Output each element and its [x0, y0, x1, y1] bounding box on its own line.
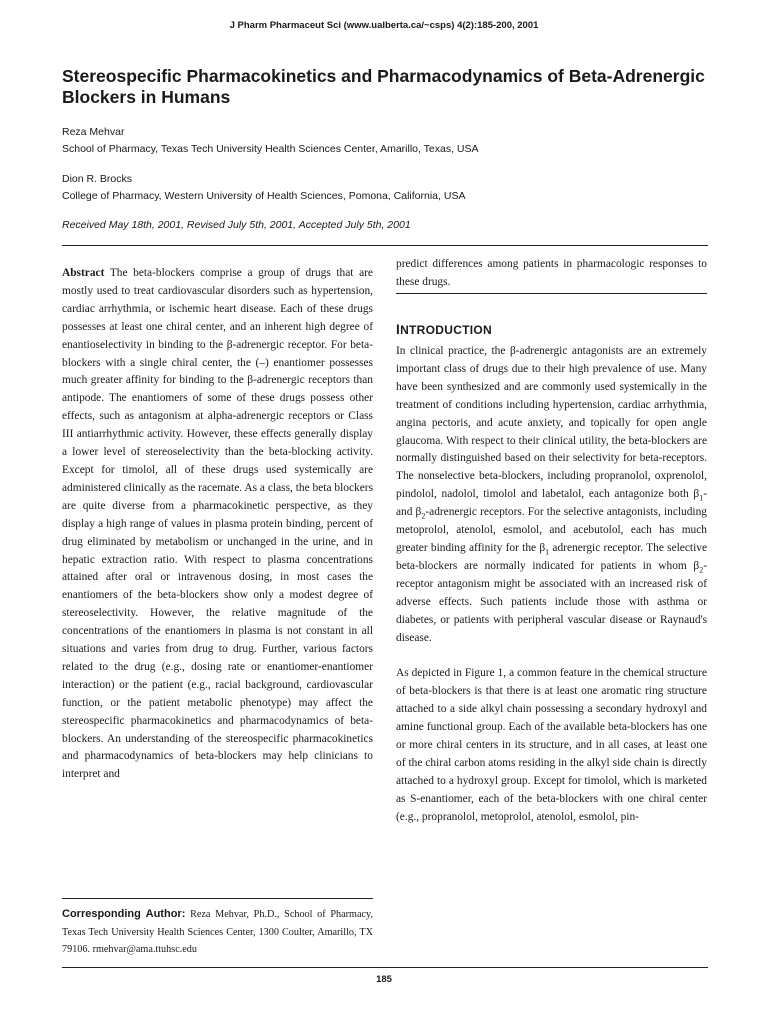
author-affiliation: School of Pharmacy, Texas Tech University Health Sciences Center, Amarillo, Texas, USA — [62, 143, 479, 155]
footnote-divider — [62, 898, 373, 899]
heading-rest: NTRODUCTION — [400, 323, 493, 337]
intro-paragraph-2: As depicted in Figure 1, a common feature in the chemical structure of beta-blockers is that there is at least one aromatic ring structure attached to a side alkyl chain possessing a secondary hydroxyl and amine functional group. Each of the available beta-blockers has one or more chiral centers in its structure, and in all cases, at least one of the chiral carbon atoms residing in the alkyl side chain is directly attached to a hydroxyl group. Except for timolol, which is marketed as S-enantiomer, each of the beta-blockers with one chiral center (e.g., propranolol, metoprolol, atenolol, esmolol, pin- — [396, 667, 707, 823]
intro-paragraph-1: In clinical practice, the β-adrenergic antagonists are an extremely important class of drugs due to their high prevalence of use. Many have been synthesized and are commonly used systemically in the treatment of conditions including hypertension, cardiac arrhythmia, angina pectoris, and acute anxiety, and topically for open angle glaucoma. With respect to their clinical utility, the beta-blockers are normally distinguished based on their selectivity for beta-receptors. The nonselective beta-blockers, including propranolol, oxprenolol, pindolol, nadolol, timolol and labetalol, each antagonize both $\beta_1-$ and $\beta_2$-adrenergic receptors. For the selective antagonists, including metoprolol, atenolol, esmolol, and acebutolol, each has much greater binding affinity for the $\beta_1$ adrenergic receptor. The selective beta-blockers are normally indicated for patients in whom $\beta_2$-receptor antagonism might be associated with an increased risk of adverse effects. Such patients include those with asthma or diabetes, or patients with peripheral vascular disease or Raynaud's disease. — [396, 345, 707, 644]
abstract — [62, 265, 373, 784]
footer-divider — [62, 967, 708, 968]
abstract-continuation — [396, 256, 707, 292]
heading-initial: I — [396, 322, 401, 337]
corresponding-author — [62, 906, 373, 959]
journal-header: J Pharm Pharmaceut Sci (www.ualberta.ca/~csps) 4(2):185-200, 2001 — [229, 20, 539, 31]
corresponding-text: Reza Mehvar, Ph.D., School of Pharmacy, Texas Tech University Health Sciences Center, 1300 Coulter, Amarillo, TX 79106. rmehvar@ama.ttuhsc.edu — [62, 909, 373, 955]
introduction-body — [396, 343, 707, 826]
header-divider — [62, 245, 708, 246]
abstract-continuation-text: predict differences among patients in pharmacologic responses to these drugs. — [396, 258, 707, 288]
author-name: Dion R. Brocks — [62, 173, 133, 185]
corresponding-label: Corresponding Author: — [62, 908, 186, 920]
abstract-label: Abstract — [62, 267, 105, 279]
abstract-end-divider — [396, 293, 707, 294]
abstract-text: The beta-blockers comprise a group of drugs that are mostly used to treat cardiovascular disorders such as hypertension, cardiac arrhythmia, or ischemic heart disease. Each of these drugs possesses at least one chiral center, and an inherent high degree of enantioselectivity in binding to the β-adrenergic receptor. For beta-blockers with a single chiral center, the (–) enantiomer possesses much greater affinity for binding to the β-adrenergic receptors than antipode. The enantiomers of some of these drugs possess other effects, such as antagonism at alpha-adrenergic receptors or Class III antiarrhythmic activity. However, these effects generally display a lower level of stereoselectivity than the beta-blocking activity. Except for timolol, all of these drugs used systemically are administered clinically as the racemate. As a class, the beta blockers are quite diverse from a pharmacokinetic perspective, as they display a high range of values in plasma protein binding, percent of drug eliminated by metabolism or unchanged in the urine, and in hepatic extraction ratio. With respect to plasma concentrations attained after oral or intravenous dosing, in most cases the enantiomers of the beta-blockers show only a modest degree of stereoselectivity. However, the relative magnitude of the concentrations of the enantiomers in plasma is not constant in all situations and varies from drug to drug. Further, various factors related to the drug (e.g., dosing rate or enantiomer-enantiomer interaction) or the patient (e.g., racial background, cardiovascular function, or the patient metabolic phenotype) may affect the stereospecific pharmacokinetics and pharmacodynamics of beta-blockers. An understanding of the stereospecific pharmacokinetics and pharmacodynamics of beta-blockers may help clinicians to interpret and — [62, 267, 373, 781]
page-number: 185 — [376, 974, 392, 985]
author-block — [62, 124, 712, 158]
author-name: Reza Mehvar — [62, 126, 125, 138]
article-dates: Received May 18th, 2001, Revised July 5th, 2001, Accepted July 5th, 2001 — [62, 219, 411, 231]
author-block — [62, 171, 712, 205]
author-affiliation: College of Pharmacy, Western University of Health Sciences, Pomona, California, USA — [62, 190, 466, 202]
section-heading-introduction — [396, 322, 492, 337]
article-title: Stereospecific Pharmacokinetics and Pharmacodynamics of Beta-Adrenergic Blockers in Humans — [62, 66, 705, 107]
